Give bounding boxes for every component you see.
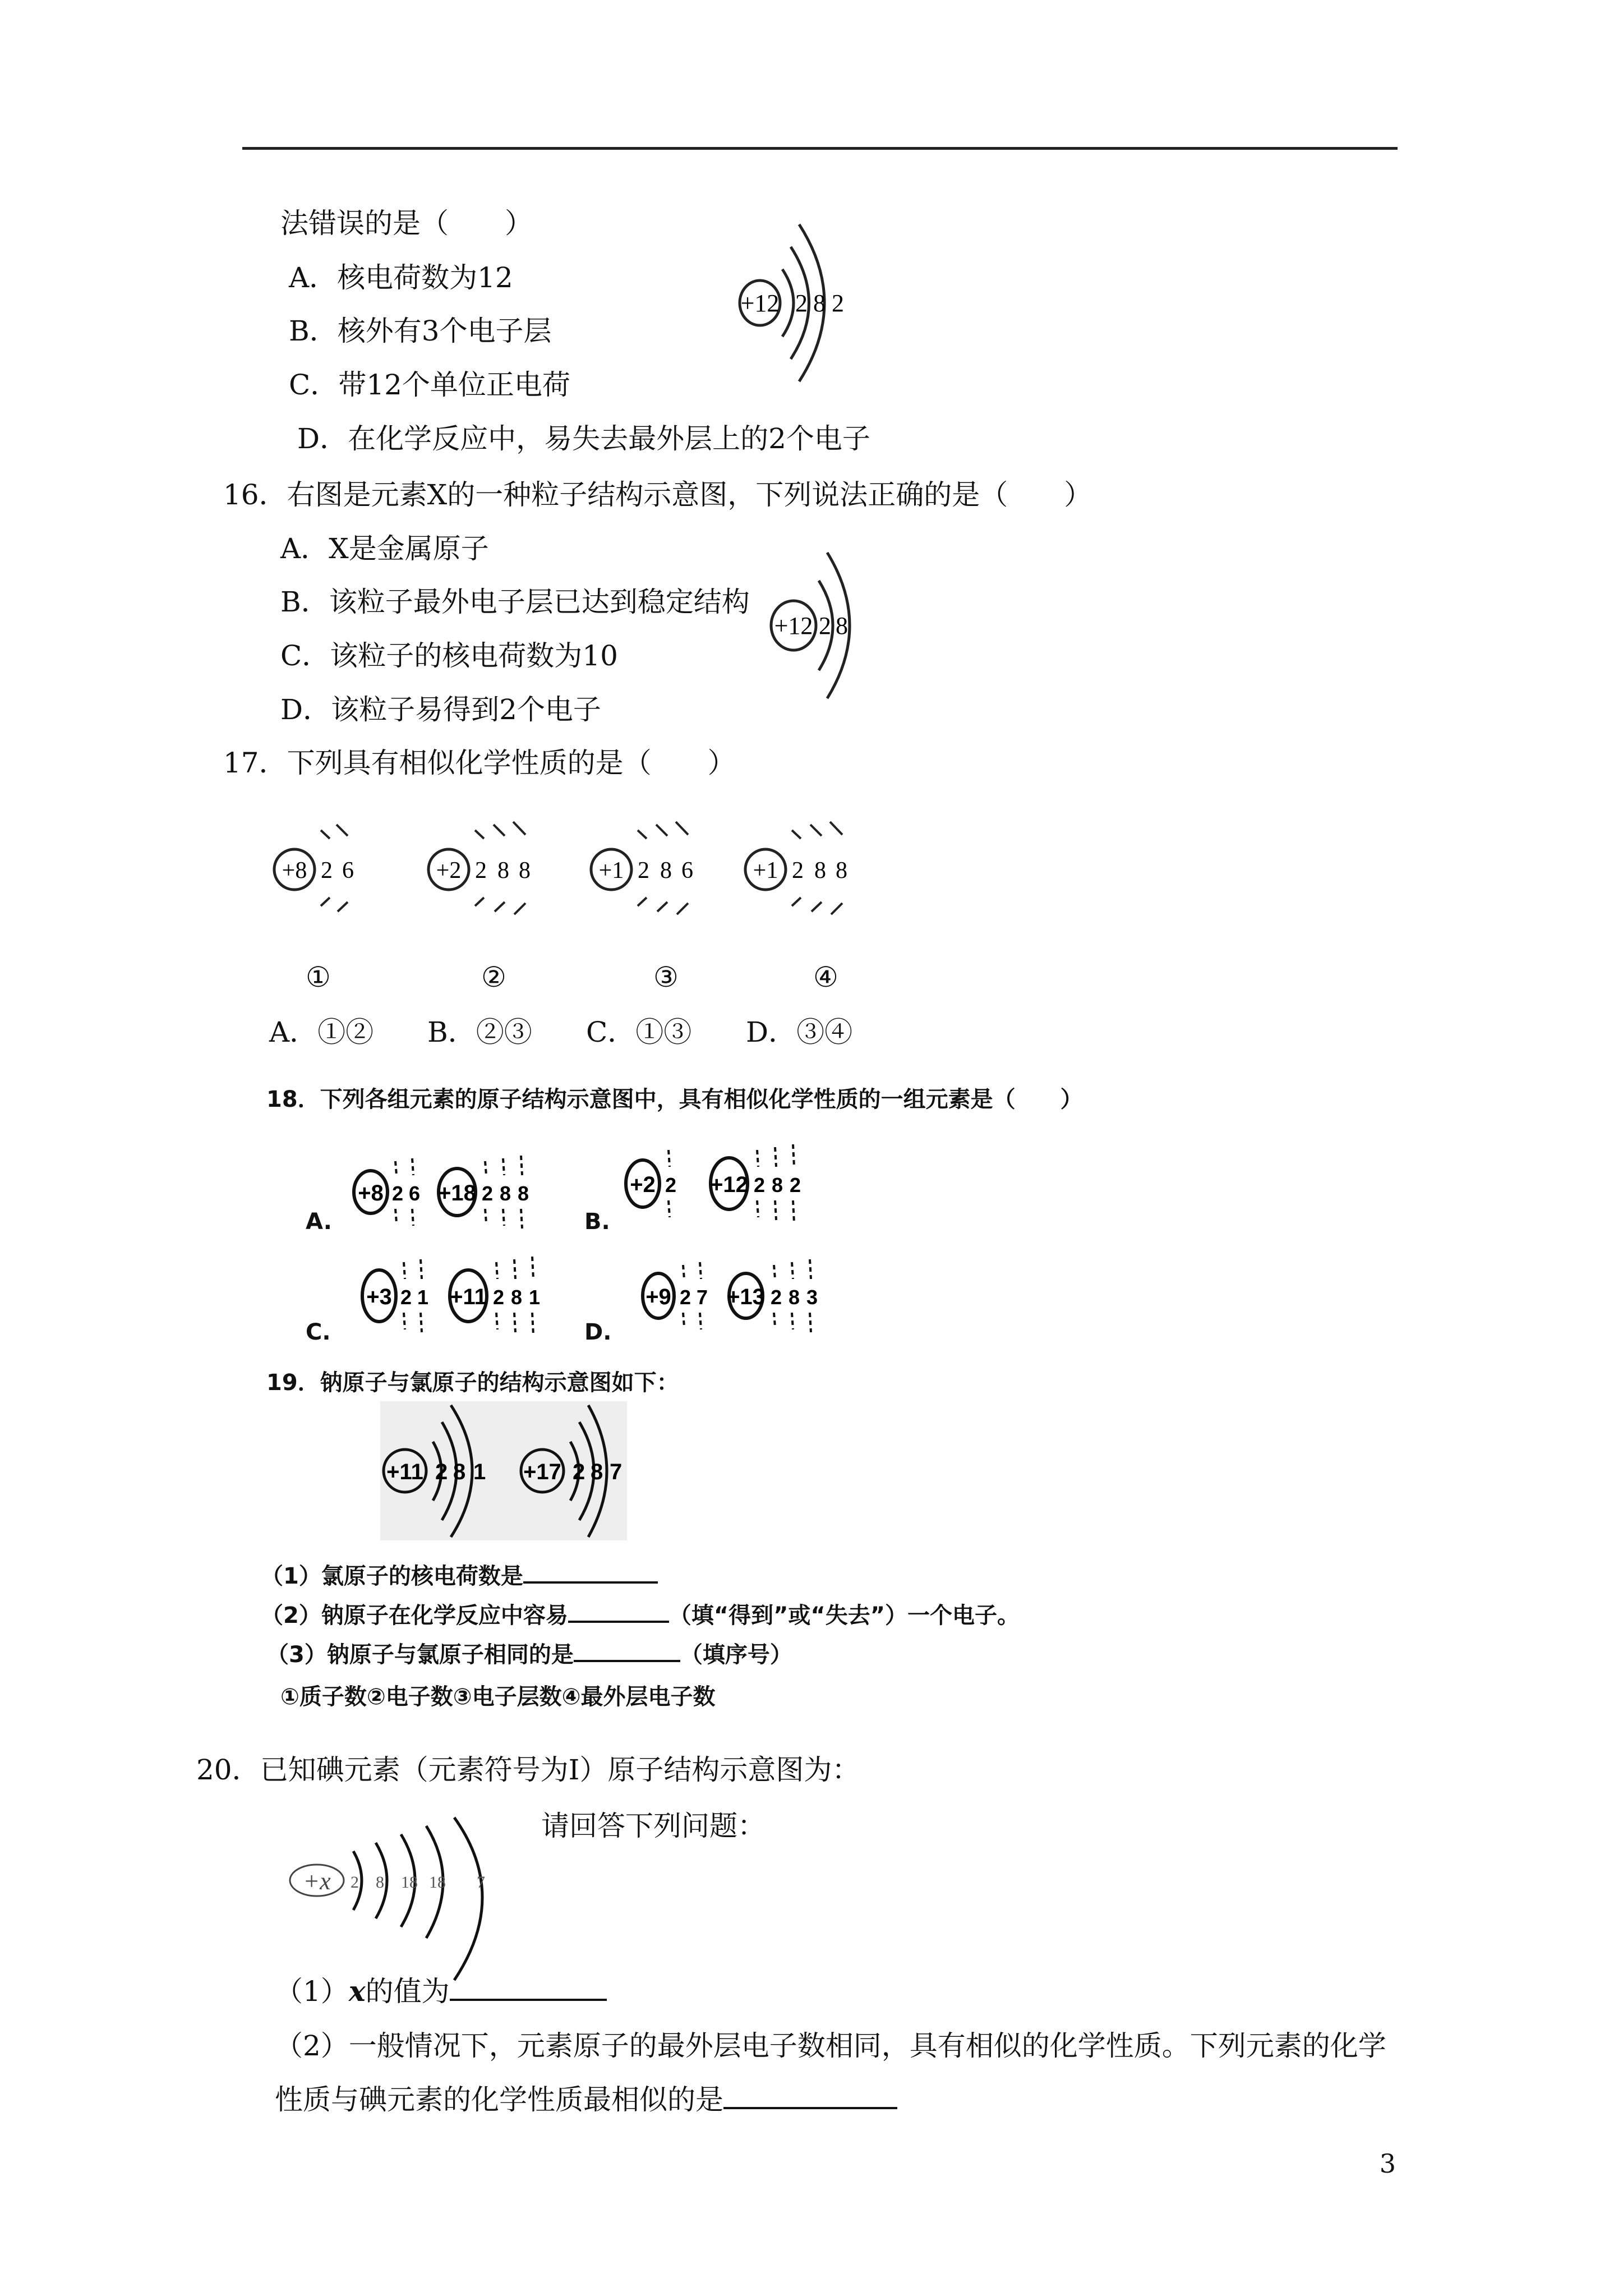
q17-diagram-label-2: ② [481, 961, 506, 993]
shell-arc [782, 269, 794, 337]
nucleus-label: +2 [630, 1172, 656, 1197]
shell-count: 8 [789, 1286, 800, 1309]
q20-iodine-atom [286, 1818, 522, 1986]
q17-diagram-label-3: ③ [653, 961, 679, 993]
shell-count: 8 [511, 1286, 523, 1309]
shell-count: 8 [518, 1182, 529, 1205]
q16-atom-diagram [763, 547, 858, 704]
q15-option-c: C．带12个单位正电荷 [289, 369, 570, 401]
nucleus-label: +x [303, 1867, 331, 1895]
nucleus-label: +1 [598, 858, 624, 884]
x-variable: x [348, 1975, 366, 2008]
q15-atom-diagram [729, 213, 858, 393]
q19-chlorine-atom [519, 1402, 631, 1540]
q15-stem: 法错误的是（ ） [280, 207, 533, 240]
shell-count: 2 [795, 289, 808, 317]
q15-option-a: A．核电荷数为12 [289, 261, 513, 294]
q19-part-2-text: （2）钠原子在化学反应中容易 [261, 1603, 568, 1628]
nucleus-label: +1 [753, 858, 778, 884]
q19-part-3 [266, 1641, 792, 1669]
q17-atom-1 [269, 813, 381, 926]
answer-blank[interactable] [568, 1615, 669, 1623]
nucleus-label: +12 [710, 1172, 748, 1197]
shell-count: 2 [351, 1873, 359, 1892]
shell-count: 2 [771, 1286, 782, 1309]
q15-option-b: B．核外有3个电子层 [289, 315, 552, 347]
q18-group-d-letter: D. [584, 1319, 612, 1345]
shell-count: 8 [376, 1873, 384, 1892]
shell-count: 2 [400, 1286, 412, 1309]
shell-count: 2 [754, 1174, 766, 1197]
nucleus-label: +8 [282, 858, 307, 884]
nucleus-label: +11 [386, 1460, 423, 1484]
header-rule [242, 147, 1398, 150]
q18-group-a-letter: A. [306, 1209, 332, 1235]
shell-count: 7 [610, 1460, 623, 1484]
q17-atom-3 [586, 813, 715, 926]
shell-count: 2 [819, 612, 831, 639]
q18-group-b-atom-1 [623, 1139, 690, 1228]
shell-count: 8 [500, 1182, 511, 1205]
shell-count: 6 [342, 858, 354, 884]
shell-count: 2 [680, 1286, 691, 1309]
q18-group-c-letter: C. [306, 1319, 331, 1345]
q19-part-3-text: （3）钠原子与氯原子相同的是 [266, 1642, 574, 1668]
q20-part-2-line-1: （2）一般情况下，元素原子的最外层电子数相同，具有相似的化学性质。下列元素的化学 [275, 2030, 1386, 2062]
q16-option-d: D．该粒子易得到2个电子 [280, 693, 601, 726]
q16-option-a: A．X是金属原子 [280, 532, 489, 565]
shell-count: 2 [790, 1174, 801, 1197]
shell-count: 8 [772, 1174, 783, 1197]
q17-atom-4 [740, 813, 869, 926]
shell-count: 6 [409, 1182, 421, 1205]
nucleus-label: +17 [523, 1460, 561, 1484]
shell-count: 6 [681, 858, 693, 884]
shell-count: 8 [453, 1460, 466, 1484]
nucleus-label: +8 [358, 1181, 384, 1205]
answer-blank[interactable] [523, 1576, 658, 1584]
q19-sodium-atom [381, 1402, 510, 1540]
answer-blank[interactable] [450, 1993, 607, 2001]
q18-group-b-atom-2 [707, 1139, 813, 1228]
shell-count: 2 [792, 858, 804, 884]
shell-count: 7 [697, 1286, 708, 1309]
shell-count: 1 [529, 1286, 541, 1309]
nucleus-label: +12 [774, 612, 813, 639]
q19-part-2-after: （填“得到”或“失去”）一个电子。 [668, 1603, 1020, 1628]
shell-count: 8 [519, 858, 531, 884]
shell-count: 2 [832, 289, 844, 317]
shell-count: 2 [475, 858, 487, 884]
nucleus-label: +3 [366, 1285, 392, 1309]
nucleus-label: +2 [436, 858, 462, 884]
shell-count: 8 [660, 858, 672, 884]
q18-group-c-atom-2 [446, 1251, 552, 1341]
shell-count: 3 [806, 1286, 818, 1309]
shell-count: 8 [497, 858, 509, 884]
q18-group-d-atom-2 [723, 1254, 830, 1338]
nucleus-label: +9 [645, 1285, 671, 1309]
q19-stem: 19．钠原子与氯原子的结构示意图如下： [266, 1370, 679, 1396]
q17-diagram-label-4: ④ [813, 961, 838, 993]
q19-choices: ①质子数②电子数③电子层数④最外层电子数 [280, 1684, 716, 1710]
nucleus-label: +18 [438, 1181, 476, 1205]
q18-group-c-atom-1 [359, 1251, 443, 1341]
q17-option-b: B．②③ [427, 1016, 532, 1048]
q16-stem: 16．右图是元素X的一种粒子结构示意图，下列说法正确的是（ ） [223, 478, 1092, 511]
q16-option-b: B．该粒子最外电子层已达到稳定结构 [280, 586, 750, 618]
q18-group-a-atom-1 [351, 1150, 435, 1234]
q20-part-1-post: 的值为 [365, 1975, 450, 2008]
q15-option-d: D．在化学反应中，易失去最外层上的2个电子 [297, 422, 870, 455]
shell-count: 2 [435, 1460, 448, 1484]
q20-part-2-line-2 [275, 2083, 897, 2116]
shell-count: 7 [477, 1873, 485, 1892]
nucleus-label: +13 [727, 1285, 765, 1309]
shell-count: 2 [638, 858, 649, 884]
answer-blank[interactable] [574, 1654, 680, 1662]
shell-arc [454, 1818, 482, 1980]
shell-count: 8 [813, 289, 826, 317]
q17-diagram-label-1: ① [306, 961, 331, 993]
q20-part-1-pre: （1） [275, 1975, 349, 2008]
shell-count: 18 [401, 1873, 418, 1892]
shell-count: 2 [482, 1182, 494, 1205]
q17-option-a: A．①② [269, 1016, 374, 1048]
answer-blank[interactable] [723, 2101, 897, 2109]
shell-count: 2 [493, 1286, 505, 1309]
shell-count: 8 [814, 858, 826, 884]
q18-group-d-atom-1 [638, 1254, 722, 1338]
q20-part-1 [275, 1975, 607, 2008]
q20-prompt: 请回答下列问题： [541, 1810, 766, 1842]
q18-group-b-letter: B. [584, 1209, 610, 1235]
q18-group-a-atom-2 [435, 1150, 541, 1234]
nucleus-label: +11 [450, 1285, 487, 1309]
q16-option-c: C．该粒子的核电荷数为10 [280, 639, 618, 672]
shell-count: 18 [429, 1873, 446, 1892]
q19-part-1 [261, 1562, 658, 1590]
shell-count: 1 [473, 1460, 486, 1484]
q18-stem: 18．下列各组元素的原子结构示意图中，具有相似化学性质的一组元素是（ ） [266, 1087, 1083, 1112]
q19-part-3-after: （填序号） [680, 1642, 792, 1668]
shell-count: 8 [836, 612, 848, 639]
q20-part-2-text: 性质与碘元素的化学性质最相似的是 [275, 2083, 723, 2116]
shell-count: 2 [573, 1460, 585, 1484]
q17-option-d: D．③④ [746, 1016, 853, 1048]
q17-option-c: C．①③ [586, 1016, 692, 1048]
shell-count: 1 [417, 1286, 429, 1309]
shell-count: 2 [321, 858, 333, 884]
q20-stem: 20．已知碘元素（元素符号为I）原子结构示意图为： [196, 1754, 860, 1786]
shell-count: 2 [665, 1174, 677, 1197]
shell-count: 8 [591, 1460, 603, 1484]
nucleus-label: +12 [740, 289, 780, 317]
shell-count: 2 [392, 1182, 404, 1205]
q19-part-2 [261, 1602, 1020, 1630]
q19-part-1-text: （1）氯原子的核电荷数是 [261, 1563, 523, 1589]
page-number: 3 [1379, 2148, 1396, 2179]
q17-atom-2 [423, 813, 552, 926]
q17-stem: 17．下列具有相似化学性质的是（ ） [223, 747, 736, 779]
shell-count: 8 [836, 858, 847, 884]
